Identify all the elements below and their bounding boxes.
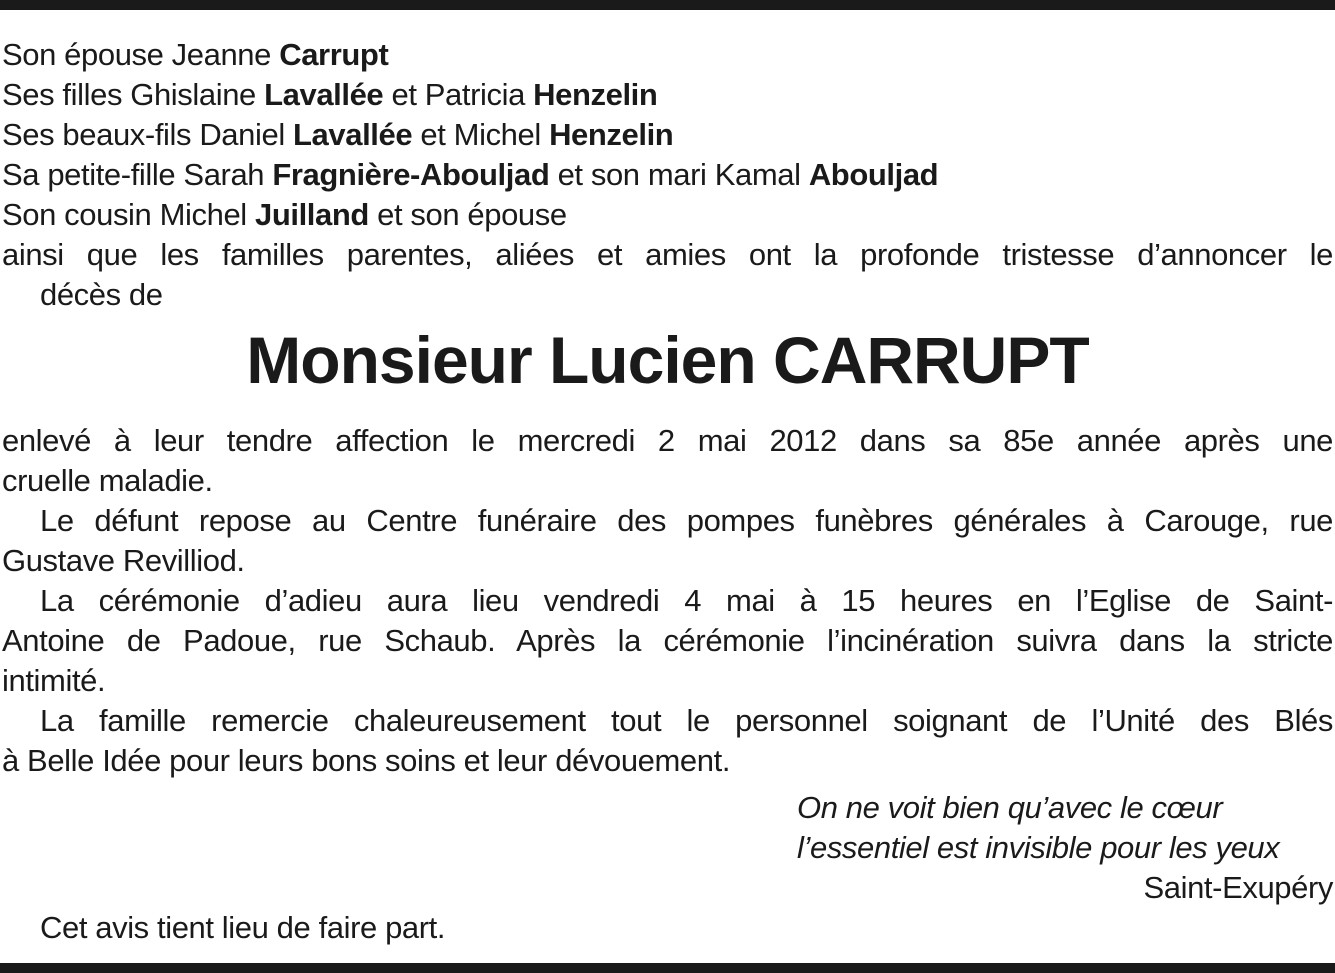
family-text: Sa petite-fille Sarah bbox=[2, 157, 273, 192]
quote-line-1: On ne voit bien qu’avec le cœur bbox=[797, 790, 1223, 825]
family-line-wife bbox=[2, 35, 388, 75]
family-line-daughters bbox=[2, 75, 657, 115]
family-surname: Fragnière-Abouljad bbox=[272, 157, 550, 192]
closing-note: Cet avis tient lieu de faire part. bbox=[40, 910, 446, 945]
family-text: et Patricia bbox=[383, 77, 534, 112]
body-line: intimité. bbox=[2, 663, 106, 698]
family-text: Ses filles Ghislaine bbox=[2, 77, 265, 112]
family-surname: Henzelin bbox=[533, 77, 658, 112]
family-surname: Abouljad bbox=[808, 157, 939, 192]
family-surname: Lavallée bbox=[293, 117, 413, 152]
body-line: à Belle Idée pour leurs bons soins et leur dévouement. bbox=[2, 743, 731, 778]
body-line: Gustave Revilliod. bbox=[2, 543, 245, 578]
deceased-name: Monsieur Lucien CARRUPT bbox=[246, 323, 1089, 397]
family-text: Son épouse Jeanne bbox=[2, 37, 280, 72]
body-line: Le défunt repose au Centre funéraire des pompes funèbres générales à Carouge, rue bbox=[40, 503, 1333, 538]
bottom-rule bbox=[0, 963, 1335, 973]
family-text: Son cousin Michel bbox=[2, 197, 255, 232]
quote-line-2: l’essentiel est invisible pour les yeux bbox=[797, 830, 1280, 865]
quote-author: Saint-Exupéry bbox=[1143, 870, 1333, 905]
family-surname: Henzelin bbox=[549, 117, 674, 152]
body-line: cruelle maladie. bbox=[2, 463, 213, 498]
body-line: enlevé à leur tendre affection le mercredi 2 mai 2012 dans sa 85e année après une bbox=[2, 423, 1333, 458]
family-line-sons-in-law bbox=[2, 115, 673, 155]
family-text: et Michel bbox=[412, 117, 550, 152]
family-text: Ses beaux-fils Daniel bbox=[2, 117, 294, 152]
family-surname: Carrupt bbox=[279, 37, 389, 72]
body-line: La cérémonie d’adieu aura lieu vendredi 4 mai à 15 heures en l’Eglise de Saint- bbox=[40, 583, 1333, 618]
announce-line-1: ainsi que les familles parentes, aliées et amies ont la profonde tristesse d’annoncer le bbox=[2, 237, 1333, 272]
top-rule bbox=[0, 0, 1335, 10]
body-line: Antoine de Padoue, rue Schaub. Après la cérémonie l’incinération suivra dans la stricte bbox=[2, 623, 1333, 658]
family-surname: Lavallée bbox=[264, 77, 384, 112]
family-surname: Juilland bbox=[255, 197, 369, 232]
announce-line-2: décès de bbox=[40, 277, 163, 312]
family-text: et son épouse bbox=[368, 197, 567, 232]
family-line-cousin bbox=[2, 195, 567, 235]
family-text: et son mari Kamal bbox=[549, 157, 809, 192]
family-line-granddaughter bbox=[2, 155, 938, 195]
body-line: La famille remercie chaleureusement tout le personnel soignant de l’Unité des Blés bbox=[40, 703, 1333, 738]
